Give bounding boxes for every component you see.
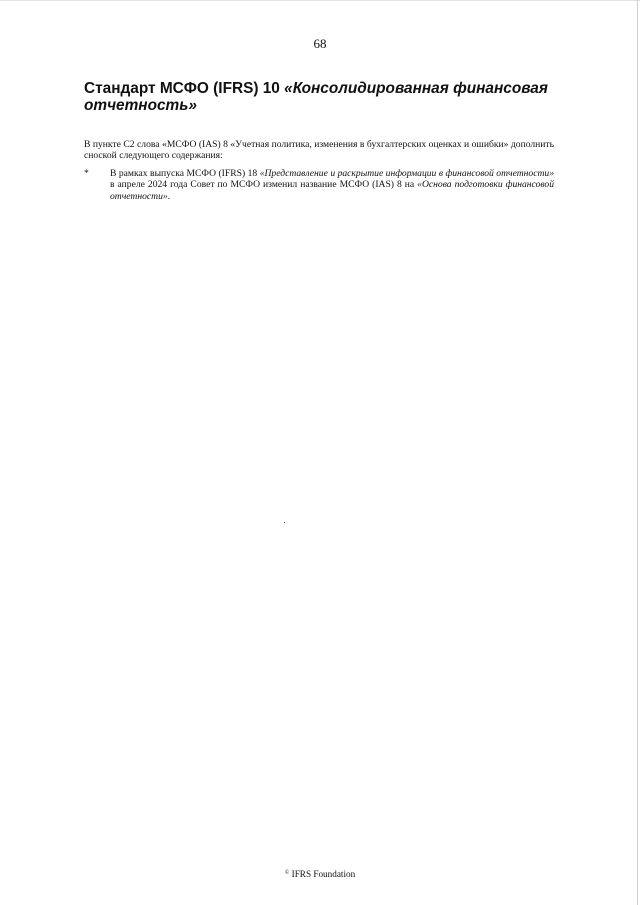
footnote-part-5: .	[167, 190, 171, 202]
copyright-symbol: ©	[284, 870, 290, 876]
page-footer	[0, 869, 640, 879]
footnote-marker: *	[84, 168, 89, 179]
page-right-edge	[637, 0, 638, 905]
footnote-part-2: «Представление и раскрытие информации в финансовой отчетности»	[259, 168, 554, 179]
footer-text: IFRS Foundation	[289, 869, 356, 879]
scan-speck	[284, 522, 285, 523]
page-top-edge	[0, 0, 640, 1]
footnote-part-3: в апреле 2024 года Совет по МСФО изменил название МСФО (IAS) 8 на	[110, 179, 418, 191]
footnote-text	[110, 168, 554, 202]
body-paragraph: В пункте С2 слова «МСФО (IAS) 8 «Учетная политика, изменения в бухгалтерских оценках и ошибки» дополнить сноской следующего содержания:	[84, 139, 554, 162]
footnote-part-1: В рамках выпуска МСФО (IFRS) 18	[110, 168, 260, 179]
footnote-part-4: «Основа подготовки финансовой отчетности»	[110, 179, 555, 202]
page-number: 68	[313, 36, 327, 51]
heading-title-italic: «Консолидированная финансовая отчетность»	[84, 80, 548, 114]
heading-prefix: Стандарт МСФО (IFRS) 10	[84, 80, 285, 97]
section-heading	[84, 80, 554, 114]
